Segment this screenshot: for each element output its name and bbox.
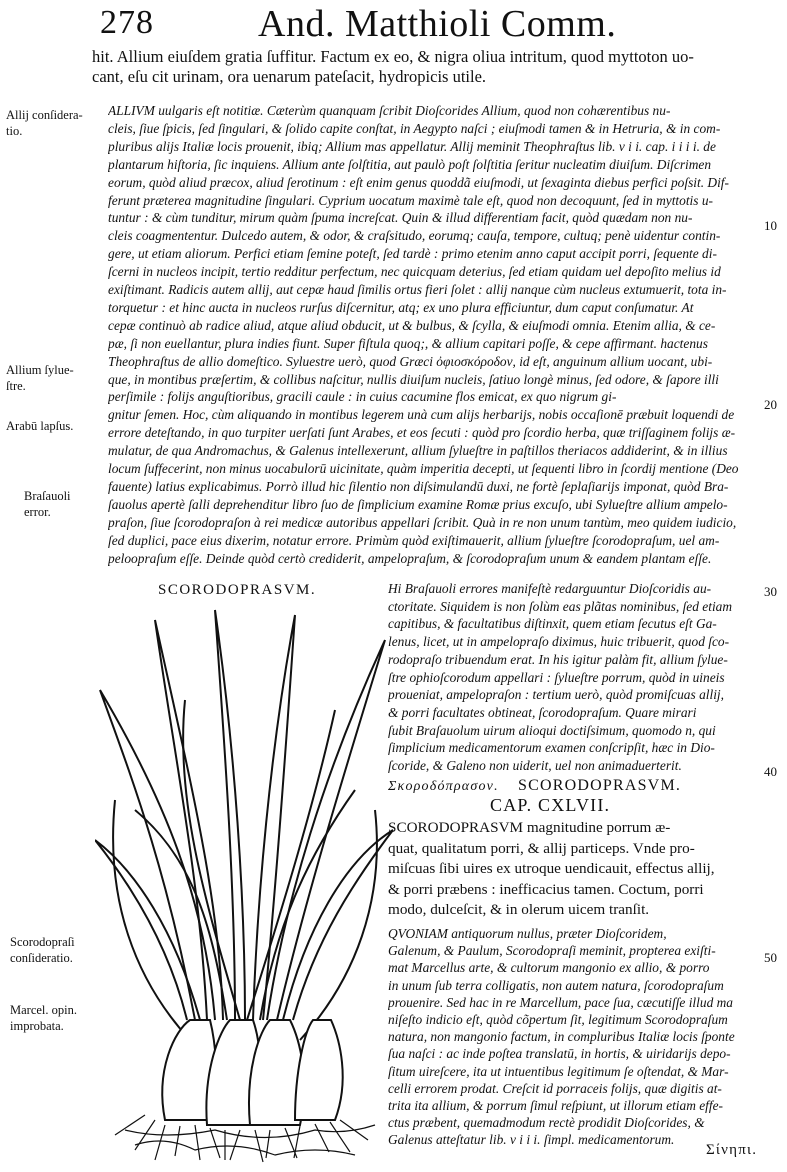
- text-line: natura, non mangonio factum, in compluribus Italiæ locis ſponte: [388, 1029, 735, 1045]
- text-line: proueniat, ampelopraſon : tertium uerò, quòd promiſcuas allij,: [388, 687, 724, 703]
- text-line: pluribus alijs Italiæ locis prouenit, ibiq; Allium mas appellatur. Allij meminit Theophraſtus lib. v i i. cap. i i i i. de: [108, 138, 716, 154]
- text-line: cant, eſu cit urinam, ora uenarum pateſacit, hydropicis utile.: [92, 67, 487, 86]
- text-line: hit. Allium eiuſdem gratia ſuffitur. Factum ex eo, & nigra oliua intritum, quod myttoton uo-: [92, 47, 694, 66]
- text-line: ſcerni in nucleos incipit, tertio redditur perfectum, nec quicquam deterius, ſed etiam quidam uel depoſito melius id: [108, 264, 721, 280]
- text-line: ALLIVM uulgaris eſt notitiæ. Cæterùm quanquam ſcribit Dioſcorides Allium, quod non cohærentibus nu-: [108, 103, 671, 118]
- text-line: tuntur : & cùm tunditur, mirum quàm ſpuma increſcat. Quin & illud differentiam facit, quòd quædam non nu-: [108, 210, 693, 226]
- text-line: lenus, licet, ut in ampelopraſo diximus, huic tribuerit, quod ſco-: [388, 634, 730, 650]
- text-line: pæ, ſi non euellantur, plura indies fiunt. Super fiſtula quoq;, & allium capitari poſſe, & cepe affirmant. hactenus: [108, 335, 708, 351]
- margin-note: Allij conſidera- tio.: [6, 108, 83, 138]
- text-line: niſeſto indicio eſt, quòd cõpertum ſit, legitimum Scorodopraſum: [388, 1012, 728, 1027]
- text-line: & porri præbens : inefficacius tamen. Coctum, porri: [388, 880, 704, 898]
- text-line: in unum ſub terra colligatis, non autem natura, ſcorodopraſum: [388, 977, 724, 993]
- text-line: fauente) latius explicabimus. Porrò illud hic ſilentio non diſsimulandū duxi, ne fortè ſeplaſiarijs imponat, quòd Bra-: [108, 478, 729, 494]
- text-line: Theophraſtus de allio domeſtico. Syluestre uerò, quod Græci ὀφιοσκόροδον, id eſt, anguinum allium uocant, ubi-: [108, 353, 713, 369]
- text-line: Hi Braſauoli errores manifeſtè redarguuntur Dioſcoridis au-: [388, 581, 712, 596]
- text-line: ſauolus apertè ſalli deprehenditur libro ſuo de ſimplicium examine Romæ prius excuſo, ubi Sylueſtre allium ampelo-: [108, 496, 728, 512]
- line-number: 20: [764, 397, 777, 412]
- line-number: 30: [764, 584, 777, 599]
- text-line: cepæ continuò ab radice aliud, atque aliud obducit, ut & bulbus, & ſcylla, & eiuſmodi omnia. Etenim allia, & ce-: [108, 317, 716, 333]
- text-line: peloopraſum eſſe. Deinde quòd certò crediderit, ampelopraſum, & ſcorodopraſum unum & eandem plantam eſſe.: [108, 550, 712, 566]
- margin-note: Marcel. opin. improbata.: [10, 1003, 77, 1033]
- margin-note: Arabū lapſus.: [6, 419, 74, 433]
- text-line: ctus præbent, quemadmodum rectè prodidit Dioſcorides, &: [388, 1115, 705, 1131]
- text-line: ferunt præterea magnitudine ſingulari. Cyprium uocatum maximè tale eſt, quod non decoquunt, ſed in myttotis u-: [108, 192, 713, 208]
- line-number: 50: [764, 950, 777, 965]
- scorodoprasum-woodcut-illustration: [95, 600, 395, 1165]
- line-number: 10: [764, 218, 777, 233]
- text-line: prouenire. Sed hac in re Marcellum, pace ſua, cæcutiſſe illud ma: [388, 994, 733, 1010]
- text-line: gnitur ſemen. Hoc, cùm aliquando in montibus legerem unà cum alijs herbarijs, nobis occaſionē præbuit loquendi de: [108, 407, 735, 423]
- text-line: torquetur : et hinc aucta in nucleos rurſus diſcernitur, atq; ex uno plura efficiuntur, dum caput conſumatur. At: [108, 299, 694, 315]
- text-line: quat, qualitatum porri, & allij particeps. Vnde pro-: [388, 839, 695, 857]
- text-line: ſtre ophioſcorodum appellari : ſylueſtre porrum, quòd in uineis: [388, 669, 725, 685]
- page-number: 278: [100, 4, 154, 41]
- text-line: celli errorem prodat. Creſcit id porraceis folijs, quæ digitis at-: [388, 1080, 722, 1096]
- margin-note: Braſauoli error.: [24, 489, 71, 519]
- text-line: plantarum hiſtoria, ſic inquiens. Allium ante ſolſtitia, aut paulò poſt ſolſtitia ſeritur nucleatim diuiſum. Diſcrimen: [108, 156, 712, 172]
- text-line: miſcuas ſibi uires ex utroque uendicauit, effectus allij,: [388, 860, 715, 877]
- margin-note: Allium ſylue- ſtre.: [6, 363, 74, 393]
- text-line: cleis coagmententur. Dulcedo autem, & odor, & craſsitudo, eorumq; cauſa, tempore, cultuq; penè uidentur contin-: [108, 228, 721, 244]
- latin-heading: SCORODOPRASVM.: [518, 777, 682, 794]
- margin-note: Scorodopraſi conſideratio.: [10, 935, 75, 965]
- text-line: ctoritate. Siquidem is non ſolùm eas plãtas nominibus, ſed etiam: [388, 598, 733, 614]
- line-number: 40: [764, 764, 777, 779]
- greek-heading: Σκοροδόπρασον.: [388, 779, 499, 794]
- text-line: gere, ut etiam aliorum. Perfici etiam ſemine poteſt, ſed tardè : primo etenim anno caput accipit porri, ſequente di-: [108, 246, 717, 262]
- text-line: rodopraſo tribuendum erat. In his igitur palàm fit, allium ſylue-: [388, 651, 728, 667]
- text-line: errore deteſtando, in quo turpiter uerſati ſunt Arabes, et eos ſecuti : quòd pro ſcordio herba, quæ triſſaginem folijs æ-: [108, 425, 736, 441]
- text-line: ſubit Braſauolum uirum alioqui doctiſsimum, quomodo n, qui: [388, 722, 716, 738]
- chapter-heading: CAP. CXLVII.: [490, 795, 611, 815]
- running-head: And. Matthioli Comm.: [258, 3, 617, 45]
- text-line: Galenum, & Paulum, Scorodopraſi meminit, propterea exiſti-: [388, 943, 716, 959]
- text-line: modo, dulceſcit, & in olerum uicem tranſit.: [388, 901, 650, 918]
- text-line: eorum, quòd aliud præcox, aliud ſerotinum : eſt enim genus quoddã eiuſmodi, ut ſexaginta diebus perfici poſsit. Dif-: [108, 174, 729, 190]
- text-line: ſed duplici, pace eius dixerim, notatur errore. Primùm quòd exiſtimauerit, allium ſylueſtre ſcorodopraſum, uel am-: [108, 532, 720, 548]
- text-line: mulatur, de qua Andromachus, & Galenus intellexerunt, allium ſylueſtre in paſtillos theriacos addiderint, & in illius: [108, 443, 728, 459]
- text-line: ſimplicium medicamentorum examen conſcripſit, hæc in Dio-: [388, 740, 715, 756]
- text-line: exiſtimant. Radicis autem allij, aut cepæ haud ſimilis ortus fieri ſolet : allij nanque cùm nucleus extumuerit, tota in-: [108, 282, 727, 297]
- text-line: Galenus atteſtatur lib. v i i i. ſimpl. medicamentorum.: [388, 1132, 675, 1148]
- text-line: perſimile : folijs anguſtioribus, gracili caule : in cuius cacumine flos emicat, ex quo nigrum gi-: [108, 389, 617, 405]
- text-line: & porri facultates obtineat, ſcorodopraſum. Quare mirari: [388, 704, 697, 720]
- text-line: capitibus, & facultatibus diſtinxit, quem etiam ſecutus eſt Ga-: [388, 616, 717, 632]
- text-line: ſcoride, & Galeno non uiderit, uel non animaduerterit.: [388, 758, 682, 773]
- text-line: QVONIAM antiquorum nullus, præter Dioſcoridem,: [388, 926, 667, 941]
- text-line: ſua naſci : ac inde poſtea translatū, in hortis, & uiridarijs depo-: [388, 1046, 731, 1062]
- text-line: que, in montibus præſertim, & collibus naſcitur, nullis diuiſum nucleis, ſatiuo longè minus, ſed odore, & ſapore illi: [108, 371, 719, 387]
- text-line: locum ſuffecerint, non minus uocabulorū uicinitate, quàm imperitia decepti, ut ſequenti libro in ſcordij mentione (Deo: [108, 461, 739, 476]
- figure-caption: SCORODOPRASVM.: [158, 582, 317, 598]
- text-line: praſon, ſiue ſcorodopraſon à rei medicæ autoribus appellari ſcribit. Quà in re non unum tantùm, meo quidem iudicio,: [108, 514, 737, 530]
- catchword: Σίνηπι.: [706, 1142, 758, 1158]
- text-line: mat Marcellus arte, & cultorum mangonio ex allio, & porro: [388, 960, 710, 976]
- text-line: cleis, ſiue ſpicis, ſed ſingulari, & ſolido capite conſtat, in Aegypto naſci ; eiuſmodi tamen & in Hetruria, & in com-: [108, 120, 721, 136]
- text-line: SCORODOPRASVM magnitudine porrum æ-: [388, 819, 671, 836]
- text-line: ſitum uireſcere, ita ut intuentibus legitimum ſe oſtendat, & Mar-: [388, 1063, 729, 1079]
- text-line: trita ita allium, & porrum ſimul reſpiunt, ut illorum etiam effe-: [388, 1098, 724, 1113]
